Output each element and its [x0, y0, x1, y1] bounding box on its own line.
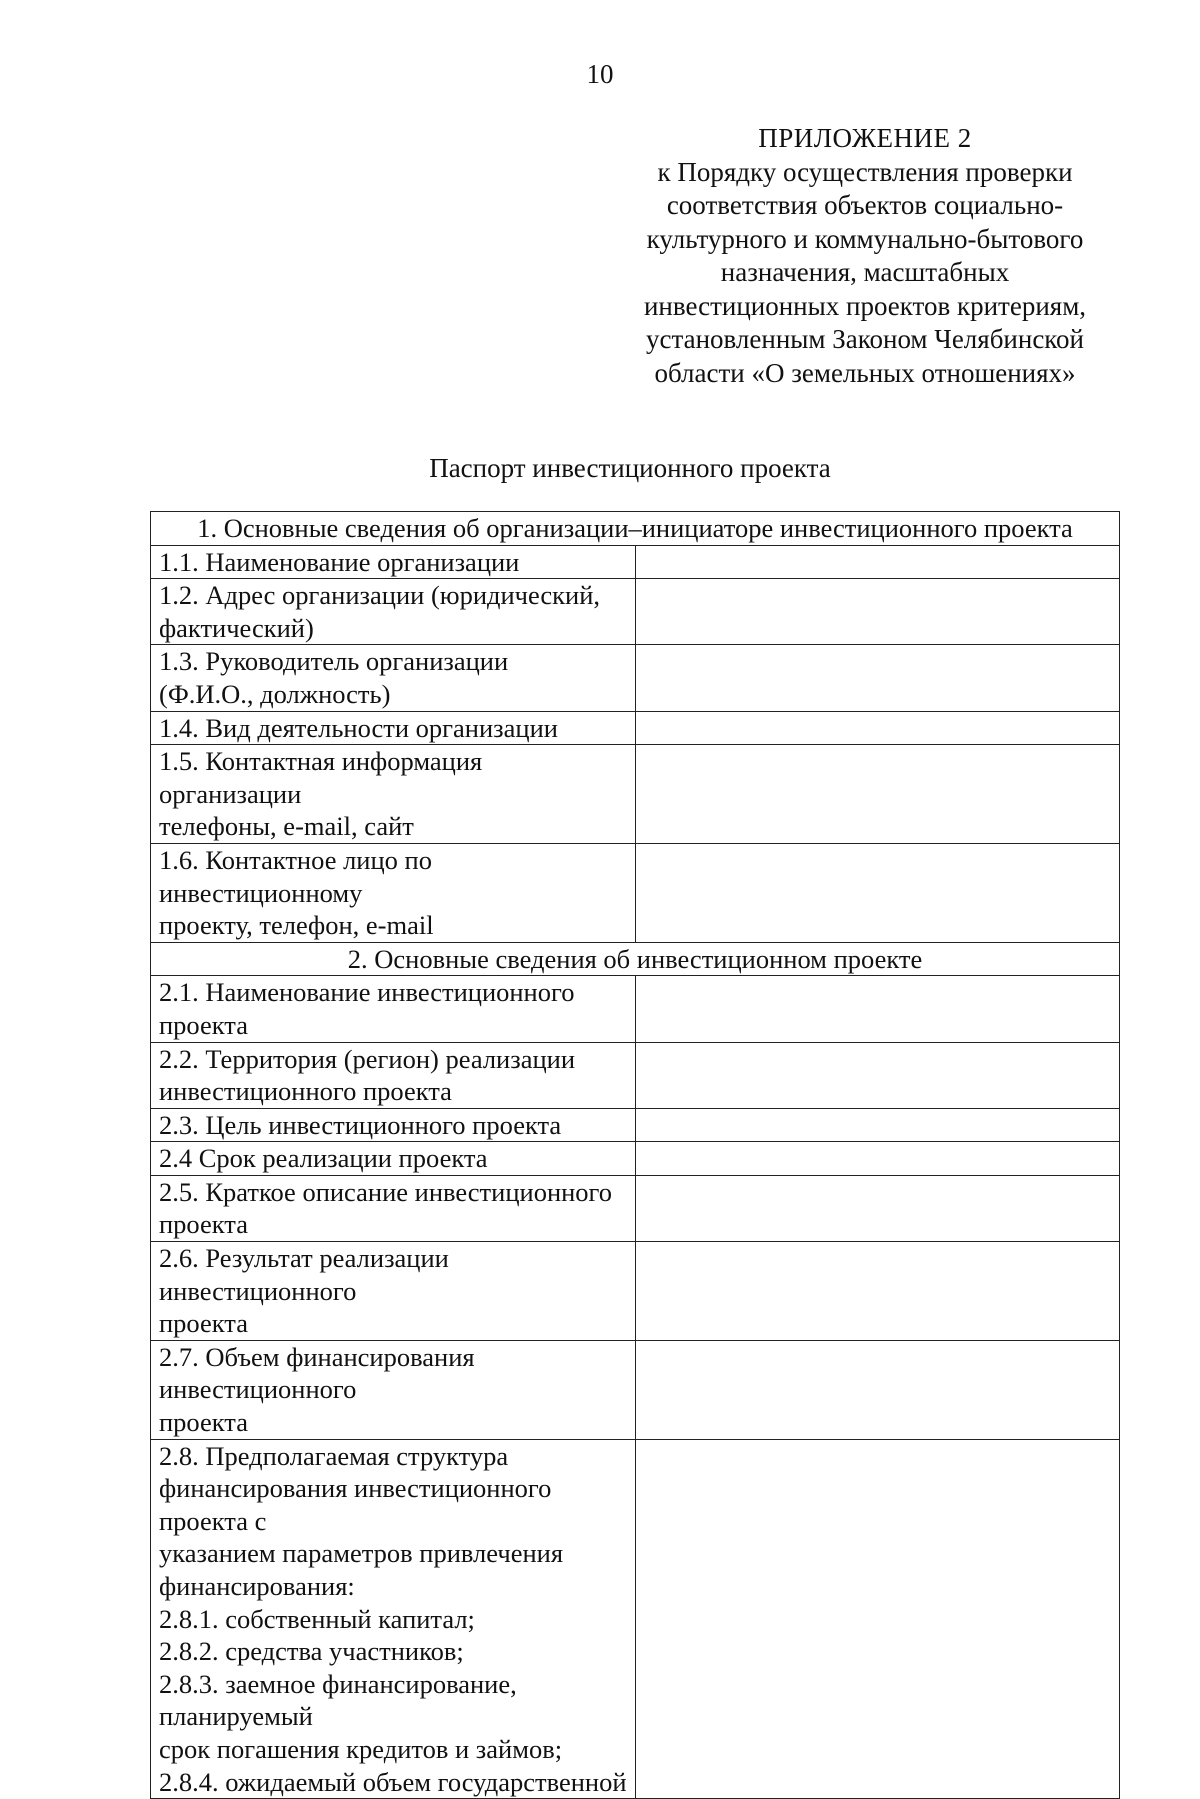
row-label-line: 2.8. Предполагаемая структура — [159, 1440, 509, 1471]
appendix-line: к Порядку осуществления проверки — [657, 156, 1073, 187]
row-value-cell[interactable] — [635, 1242, 1120, 1341]
appendix-line: назначения, масштабных — [720, 257, 1010, 287]
document-title: Паспорт инвестиционного проекта — [429, 453, 831, 483]
row-label-line: инвестиционного проекта — [159, 1076, 452, 1107]
appendix-line: инвестиционных проектов критериям, — [643, 290, 1087, 321]
row-value-cell[interactable] — [635, 711, 1120, 745]
row-label-line: телефоны, e-mail, сайт — [159, 811, 414, 842]
row-label-line: 2.2. Территория (регион) реализации — [159, 1043, 576, 1074]
row-label-line: 2.5. Краткое описание инвестиционного — [159, 1176, 613, 1207]
section-2-heading: 2. Основные сведения об инвестиционном проекте — [151, 942, 1120, 976]
table-row — [151, 1340, 1120, 1439]
row-label — [151, 843, 636, 942]
row-value-cell[interactable] — [635, 1340, 1120, 1439]
row-value-cell[interactable] — [635, 1175, 1120, 1241]
row-label-line: 2.8.1. собственный капитал; — [159, 1603, 475, 1634]
row-value-cell[interactable] — [635, 1042, 1120, 1108]
row-label-line: 2.8.4. ожидаемый объем государственной — [159, 1766, 627, 1797]
row-value-cell[interactable] — [635, 976, 1120, 1042]
row-label-line: проекту, телефон, e-mail — [159, 910, 434, 941]
row-label-line: 2.1. Наименование инвестиционного проекта — [159, 977, 575, 1040]
row-label-line: финансирования инвестиционного проекта с — [159, 1473, 552, 1536]
row-label-line: (Ф.И.О., должность) — [159, 678, 391, 709]
row-label-line: 1.5. Контактная информация организации — [159, 746, 483, 809]
row-value-cell[interactable] — [635, 545, 1120, 579]
row-label-line: 1.3. Руководитель организации — [159, 646, 509, 677]
row-label — [151, 745, 636, 844]
table-row — [151, 1042, 1120, 1108]
row-label-line: 1.1. Наименование организации — [159, 546, 520, 577]
appendix-line: культурного и коммунально-бытового — [646, 223, 1084, 254]
table-row — [151, 843, 1120, 942]
row-label — [151, 1042, 636, 1108]
row-value-cell[interactable] — [635, 843, 1120, 942]
row-label-line: 2.7. Объем финансирования инвестиционного — [159, 1341, 475, 1405]
table-row — [151, 545, 1120, 579]
row-label — [151, 645, 636, 711]
row-label — [151, 545, 636, 579]
table-row — [151, 1175, 1120, 1241]
row-label-line: финансирования: — [159, 1571, 355, 1601]
section-heading-row — [151, 942, 1120, 976]
row-label-line: срок погашения кредитов и займов; — [159, 1733, 563, 1764]
row-label — [151, 1340, 636, 1439]
row-label-line: фактический) — [159, 612, 314, 643]
row-label — [151, 1108, 636, 1142]
table-row — [151, 711, 1120, 745]
row-label — [151, 1175, 636, 1241]
passport-table — [150, 511, 1120, 1799]
table-row — [151, 1108, 1120, 1142]
row-label-line: проекта — [159, 1209, 248, 1240]
row-label — [151, 1142, 636, 1176]
row-label — [151, 1439, 636, 1799]
row-label — [151, 1242, 636, 1341]
appendix-line: установленным Законом Челябинской — [645, 324, 1085, 354]
row-label-line: 2.8.3. заемное финансирование, планируемый — [159, 1668, 517, 1732]
table-row — [151, 976, 1120, 1042]
row-label-line: 2.3. Цель инвестиционного проекта — [159, 1109, 562, 1140]
row-label-line: проекта — [159, 1407, 248, 1438]
row-label-line: 2.8.2. средства участников; — [159, 1636, 464, 1667]
section-1-heading: 1. Основные сведения об организации–инициаторе инвестиционного проекта — [151, 512, 1120, 546]
appendix-title: ПРИЛОЖЕНИЕ 2 — [758, 123, 972, 153]
row-label-line: 1.4. Вид деятельности организации — [159, 712, 558, 743]
row-label-line: 2.4 Срок реализации проекта — [159, 1143, 488, 1174]
row-value-cell[interactable] — [635, 1439, 1120, 1799]
appendix-line: соответствия объектов социально- — [666, 190, 1064, 220]
row-value-cell[interactable] — [635, 745, 1120, 844]
row-value-cell[interactable] — [635, 1108, 1120, 1142]
row-label-line: 1.2. Адрес организации (юридический, — [159, 580, 601, 611]
table-row — [151, 645, 1120, 711]
section-heading-row — [151, 512, 1120, 546]
row-label — [151, 579, 636, 645]
row-label-line: 2.6. Результат реализации инвестиционного — [159, 1243, 449, 1306]
appendix-header — [620, 122, 1110, 390]
row-value-cell[interactable] — [635, 1142, 1120, 1176]
row-label-line: указанием параметров привлечения — [159, 1538, 564, 1569]
row-value-cell[interactable] — [635, 579, 1120, 645]
appendix-line: области «О земельных отношениях» — [654, 357, 1076, 388]
table-row — [151, 745, 1120, 844]
row-label-line: 1.6. Контактное лицо по инвестиционному — [159, 844, 432, 908]
row-value-cell[interactable] — [635, 645, 1120, 711]
row-label — [151, 976, 636, 1042]
row-label — [151, 711, 636, 745]
table-row — [151, 1439, 1120, 1799]
row-label-line: проекта — [159, 1308, 248, 1339]
table-row — [151, 579, 1120, 645]
table-row — [151, 1142, 1120, 1176]
page-number: 10 — [586, 59, 614, 89]
table-row — [151, 1242, 1120, 1341]
